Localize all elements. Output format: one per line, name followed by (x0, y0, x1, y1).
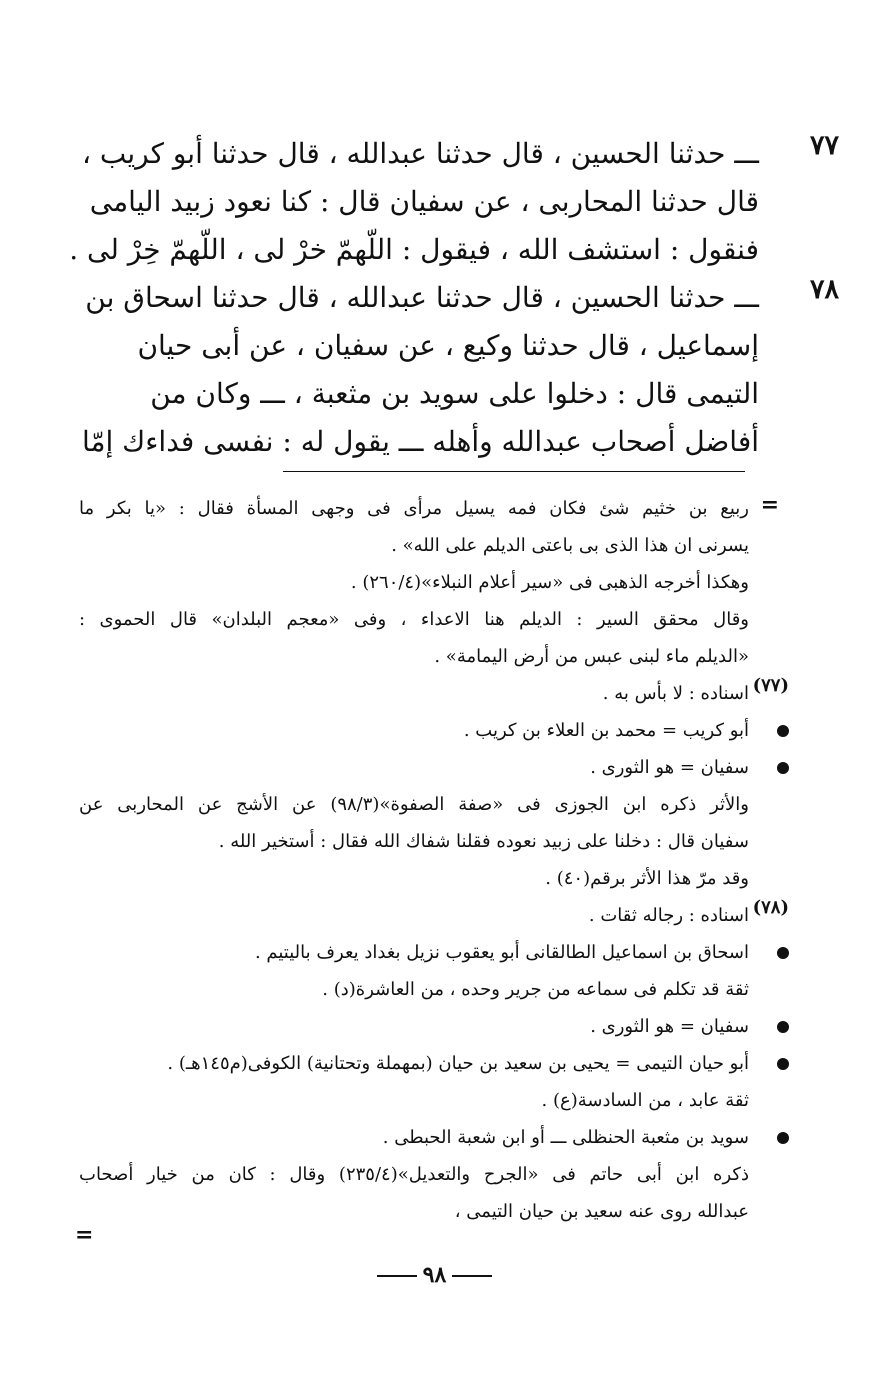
note-line: عبدالله روى عنه سعيد بن حيان التيمى ، (454, 1201, 749, 1222)
list-item (79, 1008, 749, 1045)
note-line: والأثر ذكره ابن الجوزى فى «صفة الصفوة»(٩٨/٣) عن الأشج عن المحاربى عن (79, 794, 749, 815)
note-line: ثقة قد تكلم فى سماعه من جرير وحده ، من العاشرة(د) . (322, 979, 749, 1000)
note-line: اسحاق بن اسماعيل الطالقانى أبو يعقوب نزيل بغداد يعرف باليتيم . (254, 942, 749, 963)
dash-decoration (452, 1275, 492, 1277)
text-line: ـــ حدثنا الحسين ، قال حدثنا عبدالله ، قال حدثنا اسحاق بن (85, 281, 759, 314)
continuation-mark: = (75, 1222, 94, 1248)
page-number (0, 1262, 869, 1288)
note-line: وقال محقق السير : الديلم هنا الاعداء ، وفى «معجم البلدان» قال الحموى : (79, 609, 749, 630)
footnote-separator (283, 471, 745, 472)
entry-number: ٧٧ (809, 130, 839, 161)
entry-77 (69, 130, 839, 274)
footnote-number: (٧٧) (752, 675, 789, 696)
text-line: أفاضل أصحاب عبدالله وأهله ـــ يقول له : نفسى فداءك إمّا (81, 425, 759, 458)
note-line: وهكذا أخرجه الذهبى فى «سير أعلام النبلاء»(٢٦٠/٤) . (350, 572, 749, 593)
bullet-icon (777, 1058, 789, 1070)
footnote-78 (79, 897, 789, 934)
note-line: ثقة عابد ، من السادسة(ع) . (541, 1090, 749, 1111)
continuation-mark: = (760, 492, 779, 518)
text-line: التيمى قال : دخلوا على سويد بن مثعبة ، ـــ وكان من (150, 377, 759, 410)
bullet-icon (777, 1132, 789, 1144)
text-line: إسماعيل ، قال حدثنا وكيع ، عن سفيان ، عن أبى حيان (137, 329, 759, 362)
main-text (69, 130, 839, 466)
bullet-icon (777, 762, 789, 774)
text-line: فنقول : استشف الله ، فيقول : اللّهمّ خرْ لى ، اللّهمّ خِرْ لى . (69, 233, 759, 266)
footnotes (79, 490, 789, 1230)
note-line: «الديلم ماء لبنى عبس من أرض اليمامة» . (434, 646, 749, 667)
list-item (79, 934, 749, 1008)
entry-number: ٧٨ (809, 274, 839, 305)
footnote-number: (٧٨) (752, 897, 789, 918)
isnad-line: اسناده : رجاله ثقات . (588, 905, 749, 926)
dash-decoration (377, 1275, 417, 1277)
bullet-icon (777, 725, 789, 737)
note-line: أبو كريب = محمد بن العلاء بن كريب . (463, 720, 749, 741)
note-line: يسرنى ان هذا الذى بى باعتى الديلم على الله» . (391, 535, 749, 556)
bullet-icon (777, 1021, 789, 1033)
bullet-icon (777, 947, 789, 959)
note-line: ربيع بن خثيم شئ فكان فمه يسيل مرأى فى وجهى المسأة فقال : «يا بكر ما (79, 498, 749, 519)
page-number-value: ٩٨ (422, 1262, 447, 1288)
list-item (79, 749, 749, 786)
note-line: ذكره ابن أبى حاتم فى «الجرح والتعديل»(٢٣٥/٤) وقال : كان من خيار أصحاب (79, 1164, 749, 1185)
text-line: ـــ حدثنا الحسين ، قال حدثنا عبدالله ، قال حدثنا أبو كريب ، (81, 137, 759, 170)
note-line: سفيان = هو الثورى . (590, 1016, 749, 1037)
entry-78 (81, 274, 839, 466)
note-line: سويد بن مثعبة الحنظلى ـــ أو ابن شعبة الحبطى . (382, 1127, 749, 1148)
list-item (79, 712, 749, 749)
note-line: أبو حيان التيمى = يحيى بن سعيد بن حيان (بمهملة وتحتانية) الكوفى(م١٤٥هـ) . (167, 1053, 749, 1074)
list-item (79, 1119, 749, 1156)
text-line: قال حدثنا المحاربى ، عن سفيان قال : كنا نعود زبيد اليامى (89, 185, 759, 218)
note-line: سفيان قال : دخلنا على زبيد نعوده فقلنا شفاك الله فقال : أستخير الله . (218, 831, 749, 852)
footnote-continuation (79, 490, 779, 675)
isnad-line: اسناده : لا بأس به . (602, 683, 749, 704)
note-line: وقد مرّ هذا الأثر برقم(٤٠) . (545, 868, 749, 889)
list-item (79, 1045, 749, 1119)
note-line: سفيان = هو الثورى . (590, 757, 749, 778)
footnote-77 (79, 675, 789, 712)
